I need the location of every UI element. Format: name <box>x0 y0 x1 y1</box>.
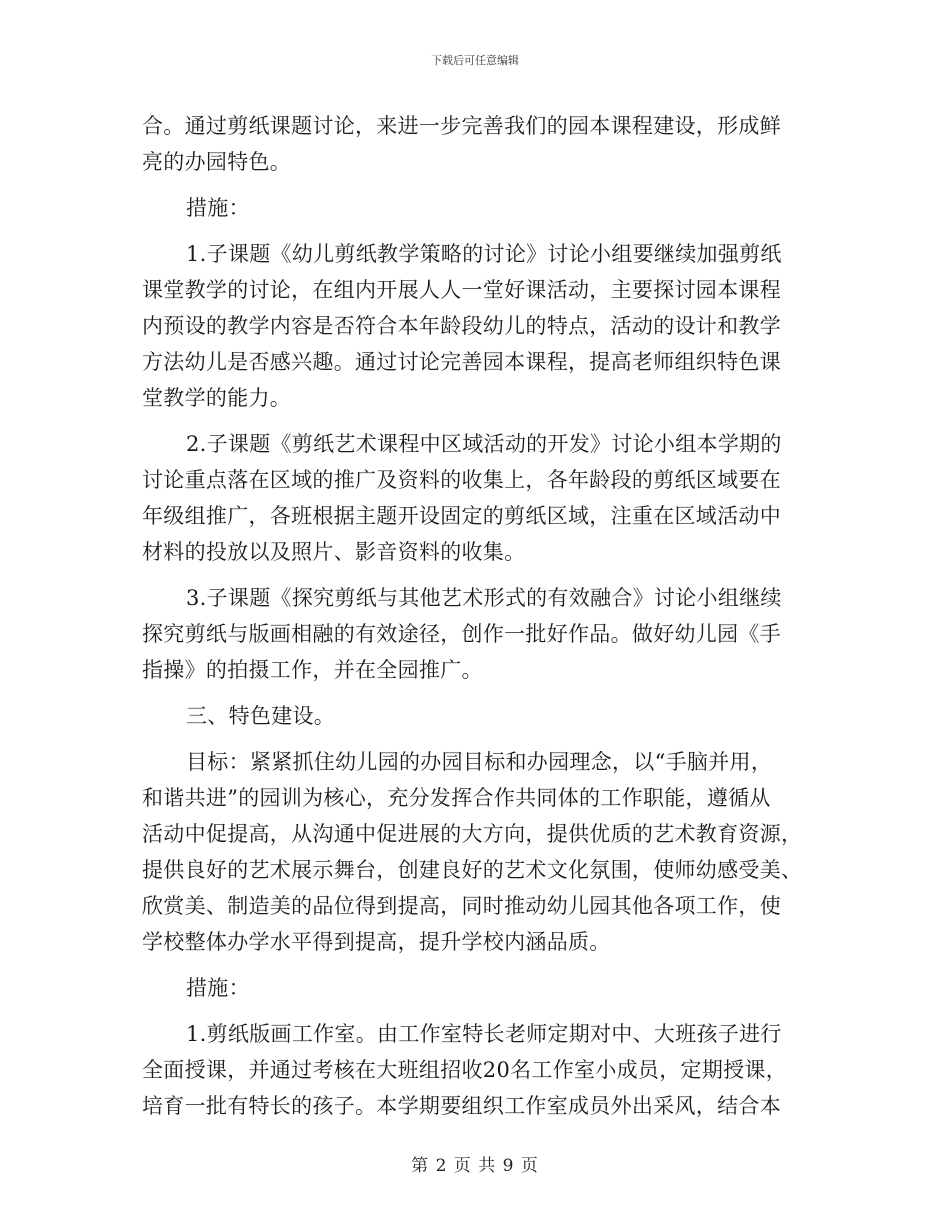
text-line: 目标：紧紧抓住幼儿园的办园目标和办园理念，以“手脑并用， <box>186 750 773 774</box>
page-header: 下载后可任意编辑 <box>431 54 519 67</box>
document-body <box>142 108 802 1124</box>
text-line: 1.子课题《幼儿剪纸教学策略的讨论》讨论小组要继续加强剪纸 <box>186 242 782 266</box>
text-line: 合。通过剪纸课题讨论，来进一步完善我们的园本课程建设，形成鲜 <box>142 114 781 138</box>
text-line: 讨论重点落在区域的推广及资料的收集上，各年龄段的剪纸区域要在 <box>142 468 781 492</box>
text-line: 活动中促提高，从沟通中促进展的大方向，提供优质的艺术教育资源， <box>142 822 803 846</box>
text-line: 材料的投放以及照片、影音资料的收集。 <box>142 540 526 564</box>
text-line: 探究剪纸与版画相融的有效途径，创作一批好作品。做好幼儿园《手 <box>142 622 781 646</box>
text-line: 年级组推广，各班根据主题开设固定的剪纸区域，注重在区域活动中 <box>142 504 781 528</box>
text-line: 欣赏美、制造美的品位得到提高，同时推动幼儿园其他各项工作，使 <box>142 894 781 918</box>
text-line: 2.子课题《剪纸艺术课程中区域活动的开发》讨论小组本学期的 <box>186 432 782 456</box>
text-line: 1.剪纸版画工作室。由工作室特长老师定期对中、大班孩子进行 <box>186 1022 782 1046</box>
text-line: 3.子课题《探究剪纸与其他艺术形式的有效融合》讨论小组继续 <box>186 586 782 610</box>
text-line: 全面授课，并通过考核在大班组招收20名工作室小成员，定期授课， <box>142 1058 788 1082</box>
text-line: 学校整体办学水平得到提高，提升学校内涵品质。 <box>142 930 611 954</box>
text-line: 方法幼儿是否感兴趣。通过讨论完善园本课程，提高老师组织特色课 <box>142 350 781 374</box>
text-line: 和谐共进”的园训为核心，充分发挥合作共同体的工作职能，遵循从 <box>142 786 771 810</box>
text-line: 课堂教学的讨论，在组内开展人人一堂好课活动，主要探讨园本课程 <box>142 278 781 302</box>
text-line: 措施： <box>186 976 250 1000</box>
text-line: 亮的办园特色。 <box>142 150 292 174</box>
text-line: 措施： <box>186 196 250 220</box>
text-line: 提供良好的艺术展示舞台，创建良好的艺术文化氛围，使师幼感受美、 <box>142 858 803 882</box>
text-line: 指操》的拍摄工作，并在全园推广。 <box>142 658 483 682</box>
text-line: 内预设的教学内容是否符合本年龄段幼儿的特点，活动的设计和教学 <box>142 314 781 338</box>
text-line: 培育一批有特长的孩子。本学期要组织工作室成员外出采风，结合本 <box>142 1094 781 1118</box>
text-line: 三、特色建设。 <box>186 704 336 728</box>
page-number-footer: 第 2 页 共 9 页 <box>411 1156 539 1176</box>
text-line: 堂教学的能力。 <box>142 386 292 410</box>
